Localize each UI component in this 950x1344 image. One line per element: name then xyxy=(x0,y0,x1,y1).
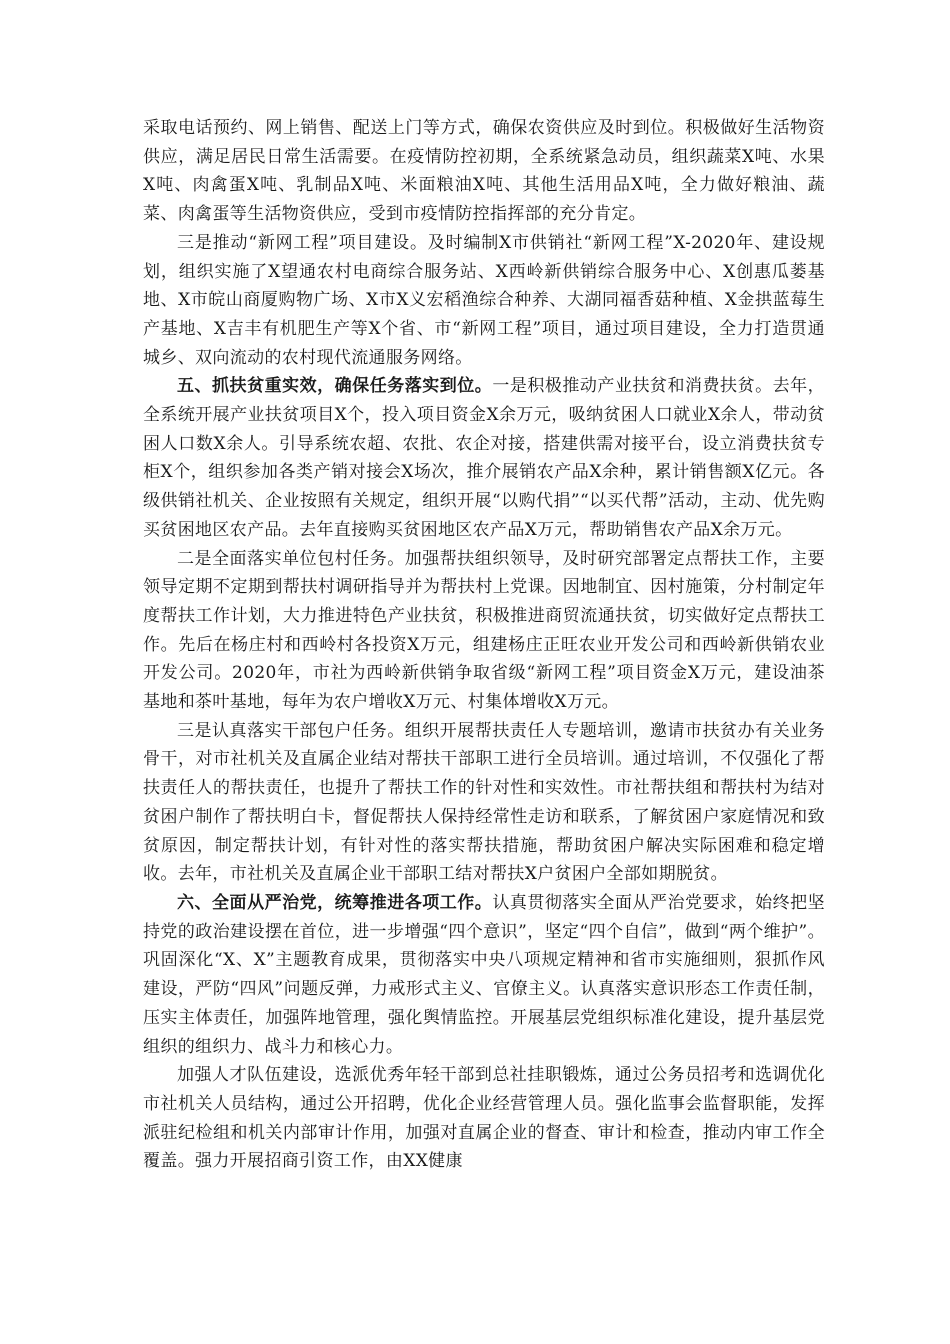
paragraph-section-five-poverty xyxy=(143,372,825,544)
paragraph-village-assistance xyxy=(143,545,825,717)
paragraph-text: 二是全面落实单位包村任务。加强帮扶组织领导，及时研究部署定点帮扶工作，主要领导定期不定期到帮扶村调研指导并为帮扶村上党课。因地制宜、因村施策，分村制定年度帮扶工作计划，大力推进特色产业扶贫，积极推进商贸流通扶贫，切实做好定点帮扶工作。先后在杨庄村和西岭村各投资X万元，组建杨庄正旺农业开发公司和西岭新供销农业开发公司。2020年，市社为西岭新供销争取省级“新网工程”项目资金X万元，建设油茶基地和茶叶基地，每年为农户增收X万元、村集体增收X万元。 xyxy=(143,548,825,713)
section-heading: 六、全面从严治党，统筹推进各项工作。 xyxy=(177,892,493,913)
paragraph-text: 三是认真落实干部包户任务。组织开展帮扶责任人专题培训，邀请市扶贫办有关业务骨干，对市社机关及直属企业结对帮扶干部职工进行全员培训。通过培训，不仅强化了帮扶责任人的帮扶责任，也提升了帮扶工作的针对性和实效性。市社帮扶组和帮扶村为结对贫困户制作了帮扶明白卡，督促帮扶人保持经常性走访和联系，了解贫困户家庭情况和致贫原因，制定帮扶计划，有针对性的落实帮扶措施，帮助贫困户解决实际困难和稳定增收。去年，市社机关及直属企业干部职工结对帮扶X户贫困户全部如期脱贫。 xyxy=(143,720,825,885)
document-page xyxy=(143,114,825,1176)
paragraph-household-assistance xyxy=(143,717,825,889)
paragraph-text: 认真贯彻落实全面从严治党要求，始终把坚持党的政治建设摆在首位，进一步增强“四个意识”，坚定“四个自信”，做到“两个维护”。巩固深化“X、X”主题教育成果，贯彻落实中央八项规定精神和省市实施细则，狠抓作风建设，严防“四风”问题反弹，力戒形式主义、官僚主义。认真落实意识形态工作责任制，压实主体责任，加强阵地管理，强化舆情监控。开展基层党组织标准化建设，提升基层党组织的组织力、战斗力和核心力。 xyxy=(143,892,825,1057)
paragraph-talent-team xyxy=(143,1061,825,1176)
paragraph-text: 一是积极推动产业扶贫和消费扶贫。去年，全系统开展产业扶贫项目X个，投入项目资金X余万元，吸纳贫困人口就业X余人，带动贫困人口数X余人。引导系统农超、农批、农企对接，搭建供需对接平台，设立消费扶贫专柜X个，组织参加各类产销对接会X场次，推介展销农产品X余种，累计销售额X亿元。各级供销社机关、企业按照有关规定，组织开展“以购代捐”“以买代帮”活动，主动、优先购买贫困地区农产品。去年直接购买贫困地区农产品X万元，帮助销售农产品X余万元。 xyxy=(143,376,825,540)
paragraph-text: 采取电话预约、网上销售、配送上门等方式，确保农资供应及时到位。积极做好生活物资供应，满足居民日常生活需要。在疫情防控初期，全系统紧急动员，组织蔬菜X吨、水果X吨、肉禽蛋X吨、乳制品X吨、米面粮油X吨、其他生活用品X吨，全力做好粮油、蔬菜、肉禽蛋等生活物资供应，受到市疫情防控指挥部的充分肯定。 xyxy=(143,118,825,225)
section-heading: 五、抓扶贫重实效，确保任务落实到位。 xyxy=(177,376,493,397)
paragraph-section-six-party xyxy=(143,889,825,1061)
paragraph-text: 加强人才队伍建设，选派优秀年轻干部到总社挂职锻炼，通过公务员招考和选调优化市社机关人员结构，通过公开招聘，优化企业经营管理人员。强化监事会监督职能，发挥派驻纪检组和机关内部审计作用，加强对直属企业的督查、审计和检查，推动内审工作全覆盖。强力开展招商引资工作，由XX健康 xyxy=(143,1065,825,1172)
paragraph-text: 三是推动“新网工程”项目建设。及时编制X市供销社“新网工程”X-2020年、建设规划，组织实施了X望通农村电商综合服务站、X西岭新供销综合服务中心、X创惠瓜蒌基地、X市皖山商厦购物广场、X市X义宏稻渔综合种养、大湖同福香菇种植、X金拱蓝莓生产基地、X吉丰有机肥生产等X个省、市“新网工程”项目，通过项目建设，全力打造贯通城乡、双向流动的农村现代流通服务网络。 xyxy=(143,232,825,368)
paragraph-new-network-project xyxy=(143,229,825,373)
paragraph-supply-continuation xyxy=(143,114,825,229)
